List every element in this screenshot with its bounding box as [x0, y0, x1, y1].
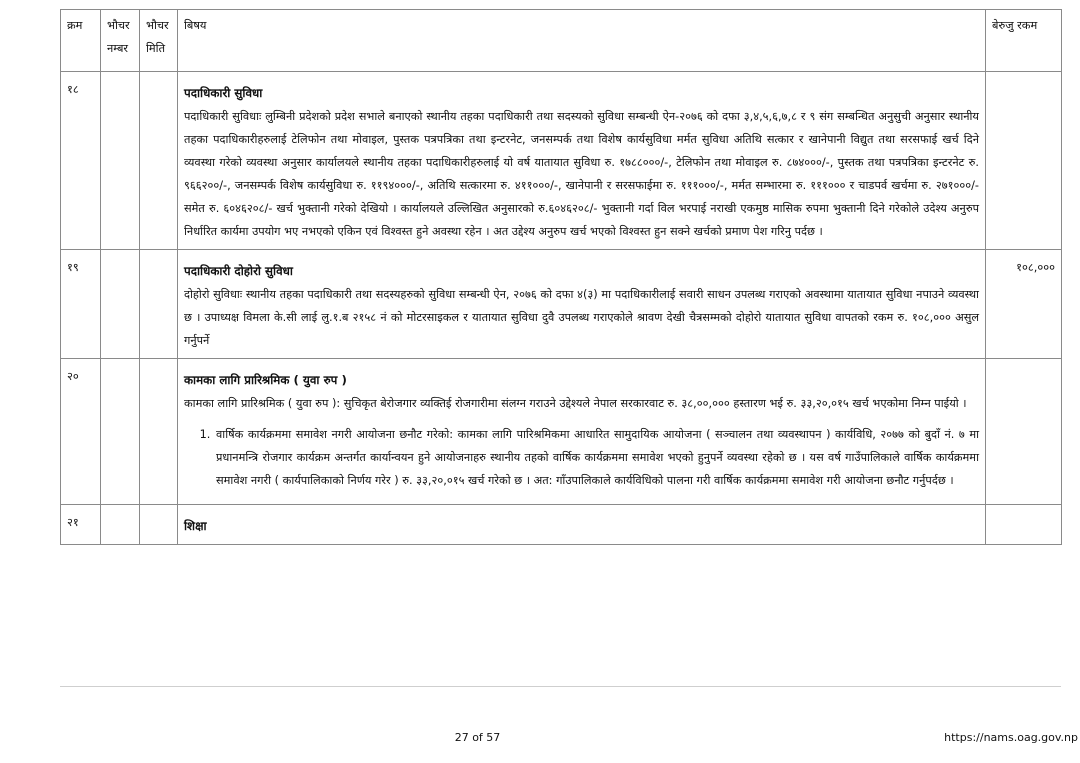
row-serial: २१: [61, 505, 101, 545]
page-number: 27 of 57: [454, 731, 501, 744]
row-voucher-date: [140, 359, 178, 505]
table-row: [61, 359, 1062, 505]
row-title: कामका लागि प्रारिश्रमिक ( युवा रुप ): [184, 373, 347, 387]
row-voucher-date: [140, 72, 178, 250]
header-amount: बेरुजु रकम: [986, 10, 1062, 72]
list-item: 1. वार्षिक कार्यक्रममा समावेश नगरी आयोजना छनौट गरेको: कामका लागि पारिश्रमिकमा आधारित सामुदायिक आयोजना ( सञ्चालन तथा व्यवस्थापन ) कार्यविधि, २०७७ को बुदाँ नं. ७ मा प्रधानमन्त्रि रोजगार कार्यक्रम अन्तर्गत कार्यान्वयन हुने आयोजनाहरु स्थानीय तहको वार्षिक कार्यक्रममा समावेश भएको हुनुपर्ने व्यवस्था रहेको छ । यस वर्ष गाउँपालिकाले वार्षिक कार्यक्रममा समावेश नगरी ( कार्यपालिकाको निर्णय गरेर ) रु. ३३,२०,०१५ खर्च गरेको छ । अत: गाँउपालिकाले कार्यविधिको पालना गरी वार्षिक कार्यक्रममा समावेश गरी आयोजना छनौट गर्नुपर्दछ ।: [214, 423, 979, 492]
table-row: [61, 505, 1062, 545]
row-voucher-date: [140, 505, 178, 545]
row-voucher-number: [101, 72, 140, 250]
row-body: कामका लागि प्रारिश्रमिक ( युवा रुप ): सुचिकृत बेरोजगार व्यक्तिई रोजगारीमा संलग्न गराउने उद्देश्यले नेपाल सरकारवाट रु. ३८,००,००० हस्तारण भई रु. ३३,२०,०१५ खर्च भएकोमा निम्न पाईयो ।: [184, 397, 967, 410]
header-voucher-date: भौचर मिति: [140, 10, 178, 72]
row-body: पदाधिकारी सुविधाः लुम्बिनी प्रदेशको प्रदेश सभाले बनाएको स्थानीय तहका पदाधिकारी तथा सदस्यको सुविधा सम्बन्धी ऐन-२०७६ को दफा ३,४,५,६,७,८ र ९ संग सम्बन्धित अनुसुची अनुसार स्थानीय तहका पदाधिकारीहरुलाई टेलिफोन तथा मोवाइल, पुस्तक पत्रपत्रिका तथा इन्टरनेट, जनसम्पर्क तथा विशेष कार्यसुविधा मर्मत सुविधा अतिथि सत्कार र खानेपानी विद्युत तथा सरसफाई खर्च दिने व्यवस्था गरेको व्यवस्था अनुसार कार्यालयले स्थानीय तहका पदाधिकारीहरुलाई यो वर्ष यातायात सुविधा रु. १७८८०००/-, टेलिफोन तथा मोवाइल रु. ८७४०००/-, पुस्तक तथा पत्रपत्रिका इन्टरनेट रु. ९६६२००/-, जनसम्पर्क विशेष कार्यसुविधा रु. ११९४०००/-, अतिथि सत्कारमा रु. ४११०००/-, खानेपानी र सरसफाईमा रु. १११०००/-, मर्मत सम्भारमा रु. १११००० र चाडपर्व खर्चमा रु. २७१०००/- समेत रु. ६०४६२०८/- खर्च भुक्तानी गरेको देखियो । कार्यालयले उल्लिखित अनुसारको रु.६०४६२०८/- भुक्तानी गर्दा विल भरपाई नराखी एकमुष्ठ मासिक रुपमा भुक्तानी दिने गरेकोले उदेश्य अनुरुप निर्धारित कार्यमा उपयोग भए नभएको एकिन एवं विश्वस्त हुने अवस्था रहेन । अत उद्देश्य अनुरुप खर्च भएको विश्वस्त हुन सक्ने खर्चको प्रमाण पेश गरिनु पर्दछ ।: [184, 110, 979, 238]
table-body: [61, 72, 1062, 545]
row-amount: [986, 72, 1062, 250]
header-serial: क्रम: [61, 10, 101, 72]
footer-divider: [60, 686, 1061, 687]
row-body: दोहोरो सुविधाः स्थानीय तहका पदाधिकारी तथा सदस्यहरुको सुविधा सम्बन्धी ऐन, २०७६ को दफा ४(३) मा पदाधिकारीलाई सवारी साधन उपलब्ध गराएको अवस्थामा यातायात सुविधा नपाउने व्यवस्था छ । उपाध्यक्ष विमला के.सी लाई लु.१.ब २१५८ नं को मोटरसाइकल र यातायात सुविधा दुवै उपलब्ध गराएकोले श्रावण देखी चैत्रसम्मको दोहोरो यातायात सुविधा वापतको रकम रु. १०८,००० असुल गर्नुपर्ने: [184, 288, 979, 347]
header-voucher-number: भौचर नम्बर: [101, 10, 140, 72]
row-amount: [986, 505, 1062, 545]
row-serial: २०: [61, 359, 101, 505]
audit-findings-table: [60, 9, 1062, 545]
row-title: पदाधिकारी सुविधा: [184, 86, 263, 100]
row-serial: १८: [61, 72, 101, 250]
row-subject: [178, 505, 986, 545]
finding-list: [184, 423, 979, 492]
footer-url: https://nams.oag.gov.np: [944, 731, 1078, 744]
table-row: [61, 250, 1062, 359]
row-voucher-number: [101, 359, 140, 505]
table-row: [61, 72, 1062, 250]
row-subject: [178, 72, 986, 250]
header-row: [61, 10, 1062, 72]
row-amount: [986, 359, 1062, 505]
row-voucher-number: [101, 250, 140, 359]
row-serial: १९: [61, 250, 101, 359]
table-header: [61, 10, 1062, 72]
row-voucher-date: [140, 250, 178, 359]
row-amount: १०८,०००: [986, 250, 1062, 359]
row-title: पदाधिकारी दोहोरो सुविधा: [184, 264, 293, 278]
row-voucher-number: [101, 505, 140, 545]
row-subject: [178, 250, 986, 359]
row-subject: [178, 359, 986, 505]
header-subject: बिषय: [178, 10, 986, 72]
row-title: शिक्षा: [184, 519, 207, 533]
